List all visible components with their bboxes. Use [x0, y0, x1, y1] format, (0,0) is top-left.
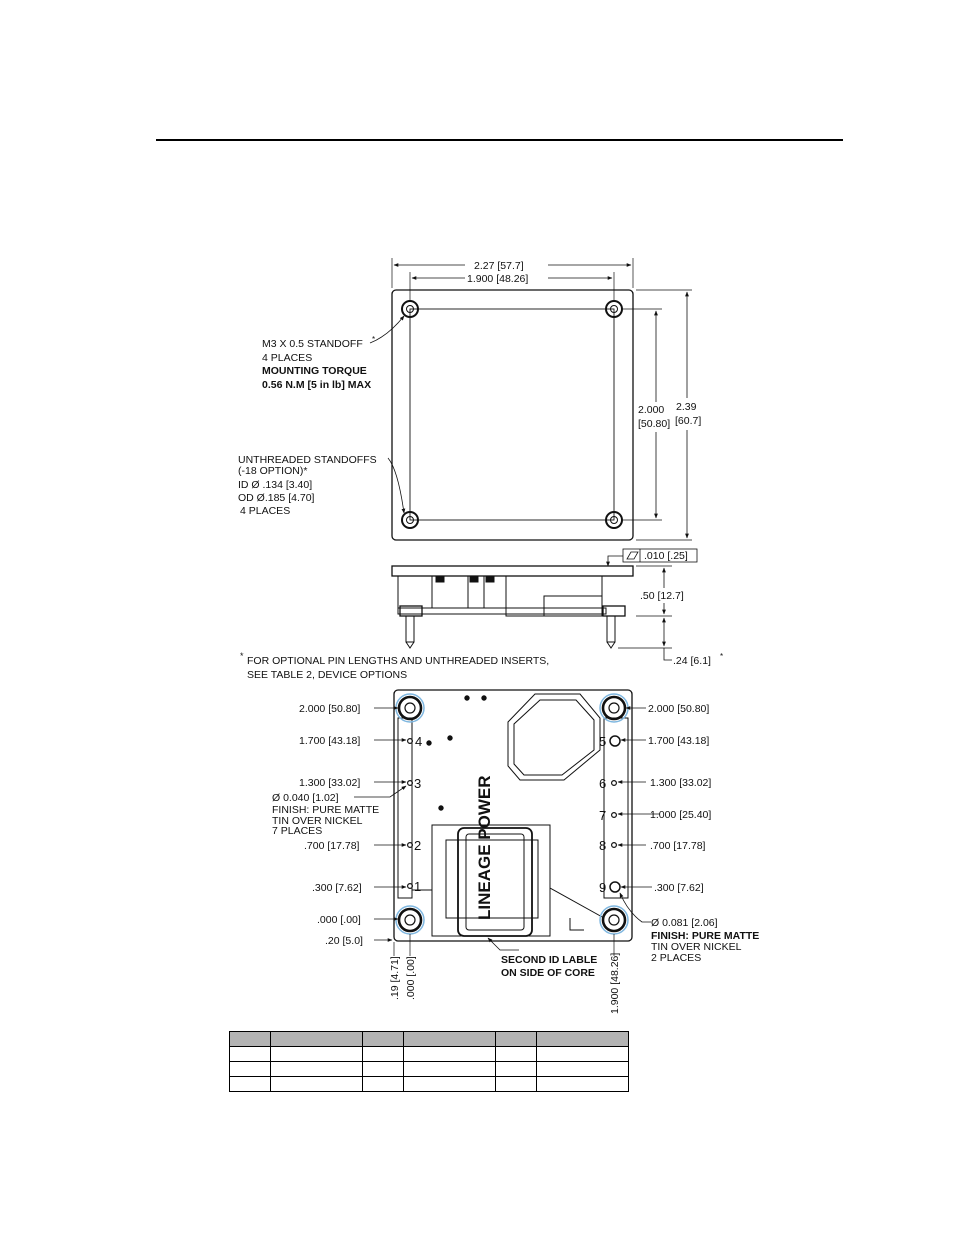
large-pin-note-line3: TIN OVER NICKEL: [651, 941, 742, 953]
standoff-note-line1: M3 X 0.5 STANDOFF: [262, 338, 363, 350]
unthreaded-note-line3: ID Ø .134 [3.40]: [238, 479, 313, 491]
flatness-dim: .010 [.25]: [644, 550, 688, 562]
bottom-view-standoffs: [396, 694, 628, 934]
standoff-note: [262, 335, 375, 391]
vertical-dim-1900: 1.900 [48.26]: [609, 952, 621, 1014]
left-dim-0700: .700 [17.78]: [304, 840, 360, 852]
side-view: [392, 549, 697, 660]
bottom-view-outline: [394, 690, 632, 941]
left-dim-020: .20 [5.0]: [325, 935, 363, 947]
pin-table-header: [230, 1032, 629, 1047]
pin-number-4: 4: [415, 734, 423, 749]
top-view-standoffs: [402, 301, 622, 528]
standoff-note-mark: *: [372, 335, 376, 344]
lineage-power-logo: LINEAGE POWER: [475, 775, 494, 920]
side-view-baseplate: [392, 566, 633, 576]
footnote-mark: *: [240, 651, 244, 661]
table-row: [230, 1062, 629, 1077]
height-dim: .50 [12.7]: [640, 590, 684, 602]
bottom-view: [354, 690, 660, 956]
vertical-dim-000: .000 [.00]: [405, 956, 417, 1000]
left-dim-1700: 1.700 [43.18]: [299, 735, 361, 747]
vertical-dim-019: .19 [4.71]: [389, 956, 401, 1000]
pin-length-mark: *: [720, 652, 724, 661]
pin-number-7: 7: [599, 808, 607, 823]
large-pin-note-line4: 2 PLACES: [651, 952, 702, 964]
id-label-note-line2: ON SIDE OF CORE: [501, 967, 595, 979]
small-pin-note-line2: FINISH: PURE MATTE: [272, 804, 380, 816]
unthreaded-standoff-note: [238, 454, 377, 517]
hole-spacing-y-dim: 2.000: [638, 404, 665, 416]
pin-number-5: 5: [599, 734, 607, 749]
unthreaded-note-line4: OD Ø.185 [4.70]: [238, 492, 315, 504]
pin-number-6: 6: [599, 776, 607, 791]
standoff-note-line4: 0.56 N.M [5 in lb] MAX: [262, 379, 372, 391]
top-view-outline: [392, 290, 633, 540]
pin-length-dim: .24 [6.1]: [673, 655, 711, 667]
overall-height-dim: 2.39: [676, 401, 697, 413]
unthreaded-note-line5: 4 PLACES: [240, 505, 291, 517]
left-dim-1300: 1.300 [33.02]: [299, 777, 361, 789]
unthreaded-note-line2: (-18 OPTION)*: [238, 465, 308, 477]
large-pin-note-line1: Ø 0.081 [2.06]: [651, 917, 718, 929]
small-pin-note-line3: TIN OVER NICKEL: [272, 815, 363, 827]
table-row: [230, 1077, 629, 1092]
left-dim-2000: 2.000 [50.80]: [299, 703, 361, 715]
transformer-core: [458, 828, 532, 936]
top-view: [370, 258, 692, 540]
left-dim-0300: .300 [7.62]: [312, 882, 362, 894]
footnote-line1: FOR OPTIONAL PIN LENGTHS AND UNTHREADED INSERTS,: [247, 655, 550, 667]
footnote-line2: SEE TABLE 2, DEVICE OPTIONS: [247, 669, 408, 681]
right-dim-1700: 1.700 [43.18]: [648, 735, 710, 747]
small-pin-note: [272, 792, 379, 837]
standoff-note-line2: 4 PLACES: [262, 352, 313, 364]
small-pin-note-line4: 7 PLACES: [272, 825, 323, 837]
unthreaded-note-line1: UNTHREADED STANDOFFS: [238, 454, 377, 466]
pin-number-2: 2: [414, 838, 422, 853]
right-dim-1000: 1.000 [25.40]: [650, 809, 712, 821]
large-pin-note-line2: FINISH: PURE MATTE: [651, 930, 760, 942]
right-dim-0300: .300 [7.62]: [654, 882, 704, 894]
table-row: [230, 1047, 629, 1062]
left-dim-0000: .000 [.00]: [317, 914, 361, 926]
overall-height-mm: [60.7]: [675, 415, 702, 427]
pin-table: [229, 1031, 629, 1092]
overall-width-dim: 2.27 [57.7]: [474, 260, 524, 272]
hole-spacing-y-mm: [50.80]: [638, 418, 671, 430]
right-dim-0700: .700 [17.78]: [650, 840, 706, 852]
small-pin-note-line1: Ø 0.040 [1.02]: [272, 792, 339, 804]
id-label-note: [501, 954, 597, 979]
top-view-hole-pattern: [410, 309, 614, 520]
id-label-note-line1: SECOND ID LABLE: [501, 954, 598, 966]
pin-number-8: 8: [599, 838, 607, 853]
right-dim-2000: 2.000 [50.80]: [648, 703, 710, 715]
hole-spacing-x-dim: 1.900 [48.26]: [467, 273, 529, 285]
large-pin-note: [651, 917, 759, 964]
right-dim-1300: 1.300 [33.02]: [650, 777, 712, 789]
standoff-note-line3: MOUNTING TORQUE: [262, 365, 367, 377]
pin-number-3: 3: [414, 776, 422, 791]
pin-number-1: 1: [414, 879, 422, 894]
pin-number-9: 9: [599, 880, 607, 895]
